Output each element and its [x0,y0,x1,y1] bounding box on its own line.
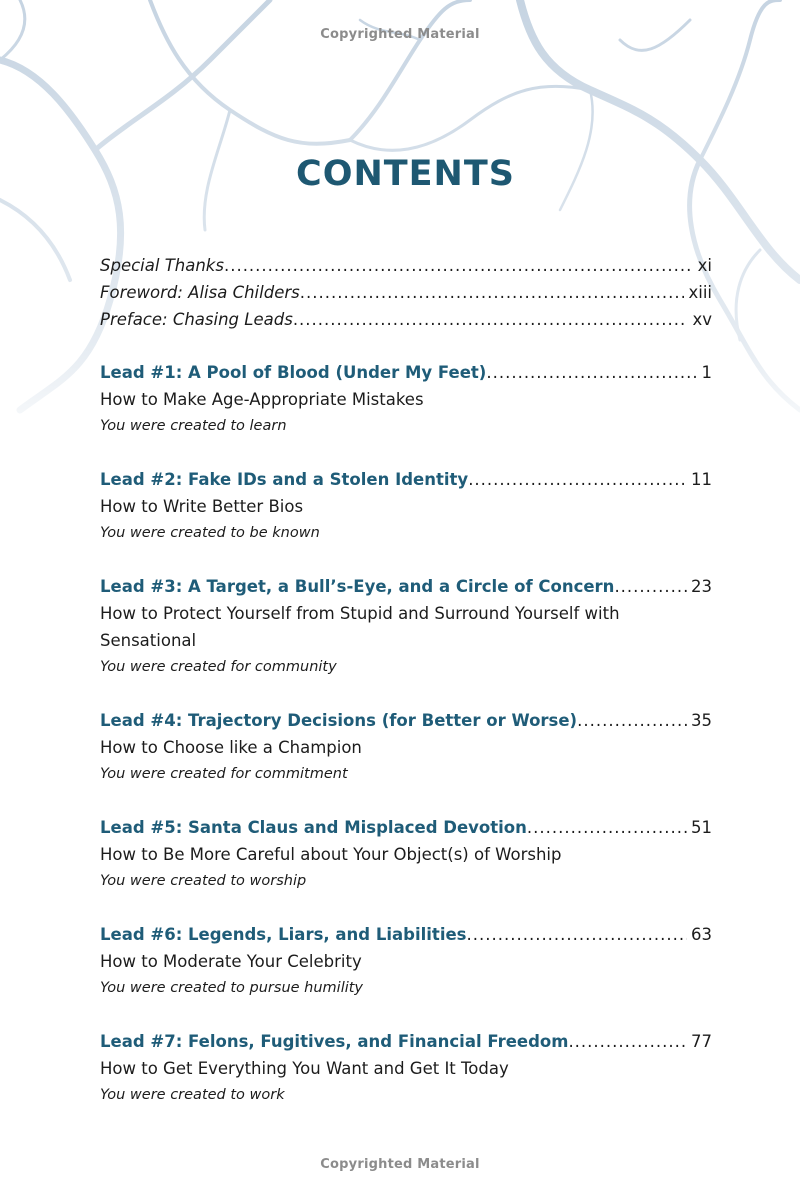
page-number: 51 [691,818,712,837]
page-title: CONTENTS [296,154,515,194]
lead-tagline: You were created to be known [100,525,320,541]
copyright-watermark-top: Copyrighted Material [320,27,480,42]
page-number: xi [697,256,712,275]
lead-title: Lead #5: Santa Claus and Misplaced Devotion [100,818,527,837]
lead-tagline: You were created to pursue humility [100,980,364,996]
page-number: 23 [691,577,712,596]
lead-subtitle: How to Protect Yourself from Stupid and Surround Yourself with Sensational [100,604,620,650]
lead-subtitle: How to Be More Careful about Your Object(s) of Worship [100,845,562,864]
page-number: 63 [691,925,712,944]
lead-tagline: You were created to work [100,1087,285,1103]
lead-tagline: You were created to learn [100,418,287,434]
dot-leader [614,573,687,600]
lead-subtitle: How to Get Everything You Want and Get It Today [100,1059,509,1078]
lead-title: Lead #6: Legends, Liars, and Liabilities [100,925,467,944]
dot-leader [467,921,688,948]
page-number: xv [692,310,712,329]
toc-entry-preface: Preface: Chasing Leads ..... xv [100,306,712,333]
lead-title: Lead #1: A Pool of Blood (Under My Feet) [100,363,487,382]
lead-title: Lead #2: Fake IDs and a Stolen Identity [100,470,469,489]
lead-subtitle: How to Write Better Bios [100,497,304,516]
lead-tagline: You were created for community [100,659,337,675]
toc-lead-1 [100,359,712,440]
toc-entry-foreword: Foreword: Alisa Childers ..... xiii [100,279,712,306]
table-of-contents [100,252,712,1109]
copyright-watermark-bottom: Copyrighted Material [320,1157,480,1172]
lead-subtitle: How to Moderate Your Celebrity [100,952,362,971]
lead-subtitle: How to Choose like a Champion [100,738,362,757]
lead-tagline: You were created to worship [100,873,307,889]
front-matter [100,252,712,333]
dot-leader [577,707,687,734]
dot-leader [293,306,689,333]
page-number: 35 [691,711,712,730]
toc-entry-special-thanks: Special Thanks ..... xi [100,252,712,279]
page-number: 11 [691,470,712,489]
page-number: 77 [691,1032,712,1051]
dot-leader [224,252,694,279]
dot-leader [468,466,687,493]
lead-title: Lead #7: Felons, Fugitives, and Financial Freedom [100,1032,569,1051]
toc-lead-2 [100,466,712,547]
toc-lead-4 [100,707,712,788]
dot-leader [527,814,687,841]
dot-leader [300,279,685,306]
dot-leader [568,1028,687,1055]
toc-lead-6 [100,921,712,1002]
toc-lead-5 [100,814,712,895]
page-number: 1 [701,363,712,382]
lead-subtitle: How to Make Age-Appropriate Mistakes [100,390,424,409]
lead-title: Lead #3: A Target, a Bull’s-Eye, and a Circle of Concern [100,577,615,596]
page-number: xiii [688,283,712,302]
lead-title: Lead #4: Trajectory Decisions (for Better or Worse) [100,711,578,730]
lead-tagline: You were created for commitment [100,766,348,782]
toc-lead-3 [100,573,712,681]
toc-lead-7 [100,1028,712,1109]
dot-leader [486,359,697,386]
